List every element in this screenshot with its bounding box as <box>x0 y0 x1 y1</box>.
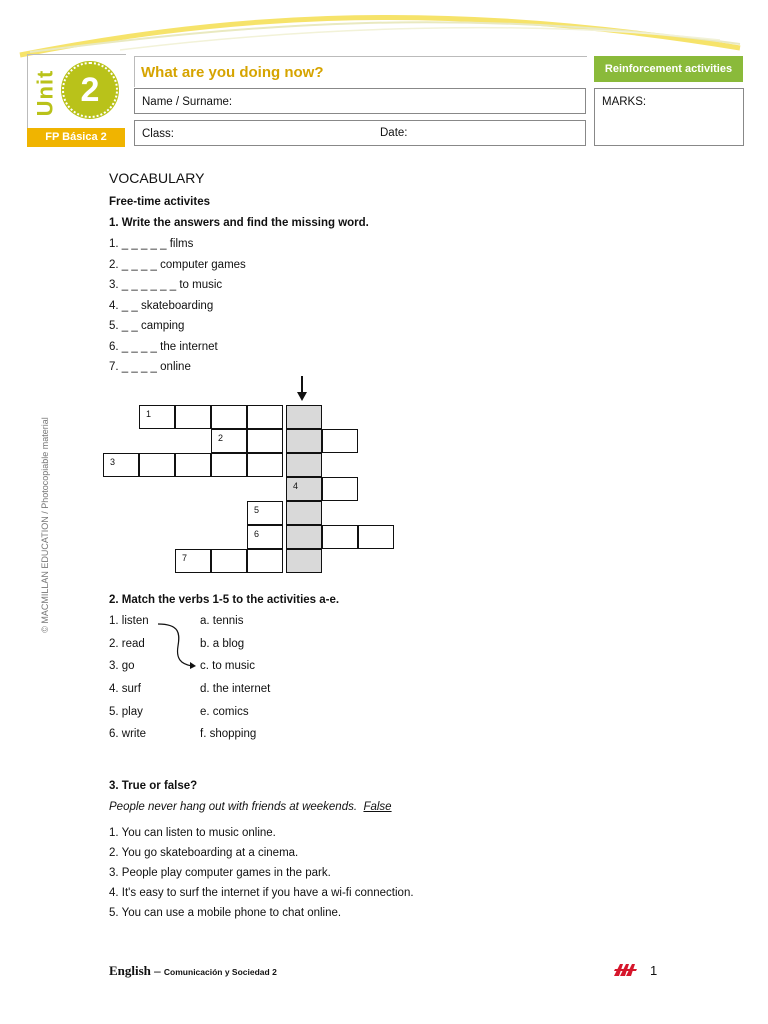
footer-dash: – <box>150 963 164 978</box>
crossword-cell[interactable] <box>247 429 283 453</box>
exercise-2-title: 2. Match the verbs 1-5 to the activities a-e. <box>109 594 340 606</box>
crossword-cell[interactable] <box>103 453 139 477</box>
crossword-cell[interactable] <box>247 525 283 549</box>
crossword-cell[interactable] <box>211 549 247 573</box>
class-label: Class: <box>142 128 174 140</box>
match-arrow-icon <box>150 620 200 670</box>
example-answer: False <box>363 801 392 813</box>
class-field[interactable] <box>134 120 586 146</box>
reinforcement-badge: Reinforcement activities <box>594 56 743 82</box>
clue-number: 1 <box>146 409 152 419</box>
ex1-item: 5. _ _ camping <box>109 320 185 332</box>
activity-item: b. a blog <box>200 638 245 650</box>
tf-item: 1. You can listen to music online. <box>109 827 276 839</box>
crossword-cell[interactable] <box>211 453 247 477</box>
crossword-cell[interactable] <box>322 525 358 549</box>
crossword-cell[interactable] <box>247 501 283 525</box>
ex1-item: 2. _ _ _ _ computer games <box>109 259 246 271</box>
marks-label: MARKS: <box>602 96 647 108</box>
subheading: Free-time activites <box>109 196 210 208</box>
worksheet-title: What are you doing now? <box>141 64 324 81</box>
date-label: Date: <box>380 127 408 139</box>
verb-item: 5. play <box>109 706 143 718</box>
crossword-cell[interactable] <box>247 549 283 573</box>
crossword-cell[interactable] <box>322 429 358 453</box>
ex1-item: 1. _ _ _ _ _ films <box>109 238 194 250</box>
crossword-cell[interactable] <box>247 405 283 429</box>
ex1-item: 4. _ _ skateboarding <box>109 300 214 312</box>
crossword-cell-key[interactable] <box>286 477 322 501</box>
section-heading: VOCABULARY <box>109 170 205 186</box>
clue-number: 7 <box>182 553 188 563</box>
activity-item: d. the internet <box>200 683 271 695</box>
unit-word: Unit <box>32 69 58 117</box>
footer-subject <box>109 963 277 979</box>
crossword-cell[interactable] <box>211 405 247 429</box>
crossword-cell-key[interactable] <box>286 525 322 549</box>
subject-label: English <box>109 963 151 978</box>
crossword-cell-key[interactable] <box>286 405 322 429</box>
crossword-cell[interactable] <box>247 453 283 477</box>
page-number: 1 <box>650 963 658 978</box>
crossword-cell[interactable] <box>175 405 211 429</box>
crossword-cell-key[interactable] <box>286 453 322 477</box>
activity-item: e. comics <box>200 706 249 718</box>
crossword-cell[interactable] <box>175 453 211 477</box>
activity-item: c. to music <box>200 660 255 672</box>
crossword-cell-key[interactable] <box>286 501 322 525</box>
marks-field[interactable] <box>594 88 744 146</box>
clue-number: 6 <box>254 529 260 539</box>
crossword-cell-key[interactable] <box>286 429 322 453</box>
copyright-note: © MACMILLAN EDUCATION / Photocopiable material <box>40 417 50 633</box>
unit-number: 2 <box>62 62 118 118</box>
clue-number: 2 <box>218 433 224 443</box>
ex1-item: 6. _ _ _ _ the internet <box>109 341 218 353</box>
crossword-cell-key[interactable] <box>286 549 322 573</box>
publisher-logo-icon <box>614 962 638 976</box>
ex1-item: 7. _ _ _ _ online <box>109 361 191 373</box>
example-text: People never hang out with friends at weekends. <box>109 801 358 813</box>
course-name: Comunicación y Sociedad 2 <box>163 967 277 977</box>
verb-item: 4. surf <box>109 683 141 695</box>
verb-item: 2. read <box>109 638 145 650</box>
verb-item: 1. listen <box>109 615 149 627</box>
tf-item: 4. It's easy to surf the internet if you have a wi-fi connection. <box>109 887 414 899</box>
tf-item: 2. You go skateboarding at a cinema. <box>109 847 299 859</box>
clue-number: 3 <box>110 457 116 467</box>
name-field[interactable] <box>134 88 586 114</box>
crossword-cell[interactable] <box>139 453 175 477</box>
crossword-cell[interactable] <box>358 525 394 549</box>
activity-item: a. tennis <box>200 615 244 627</box>
activity-item: f. shopping <box>200 728 257 740</box>
tf-item: 3. People play computer games in the park. <box>109 867 331 879</box>
clue-number: 5 <box>254 505 260 515</box>
exercise-1-title: 1. Write the answers and find the missing word. <box>109 217 369 229</box>
example-sentence <box>109 801 392 813</box>
course-label: FP Básica 2 <box>27 128 125 147</box>
exercise-3-title: 3. True or false? <box>109 780 198 792</box>
clue-number: 4 <box>293 481 299 491</box>
ex1-item: 3. _ _ _ _ _ _ to music <box>109 279 223 291</box>
crossword-cell[interactable] <box>139 405 175 429</box>
name-label: Name / Surname: <box>142 96 233 108</box>
crossword-cell[interactable] <box>175 549 211 573</box>
crossword-cell[interactable] <box>322 477 358 501</box>
tf-item: 5. You can use a mobile phone to chat online. <box>109 907 342 919</box>
verb-item: 6. write <box>109 728 147 740</box>
crossword-cell[interactable] <box>211 429 247 453</box>
down-arrow-icon <box>297 376 307 402</box>
verb-item: 3. go <box>109 660 135 672</box>
